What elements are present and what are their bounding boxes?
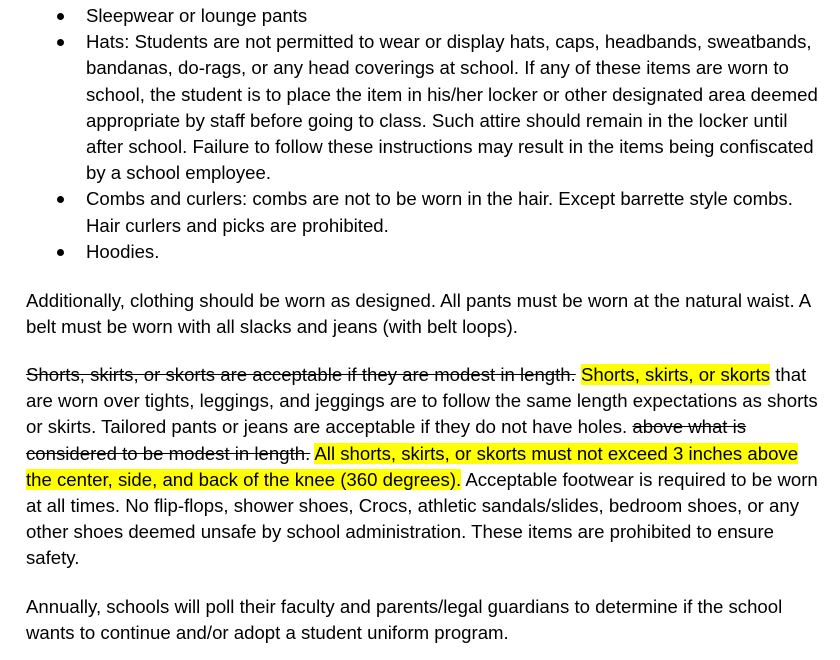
uniform-paragraph: Annually, schools will poll their faculty and parents/legal guardians to determine if the school wants to continue and/or adopt a student uniform program. (26, 596, 783, 644)
highlighted-text: Shorts, skirts, or skorts (580, 364, 771, 385)
list-item (0, 3, 840, 29)
bullet-icon (57, 196, 64, 203)
struck-text: above what is considered to be modest in length. (26, 416, 747, 464)
prohibited-items-list (0, 3, 840, 265)
list-item-text: Sleepwear or lounge pants (86, 5, 308, 26)
bullet-icon (57, 249, 64, 256)
paragraph-text: Acceptable footwear is required to be worn at all times. No flip-flops, shower shoes, Crocs, athletic sandals/slides, bedroom shoes, or any other shoes deemed unsafe by school administration. These items are prohibited to ensure safety. (26, 468, 818, 569)
shorts-paragraph (26, 362, 826, 572)
struck-text: Shorts, skirts, or skorts are acceptable if they are modest in length. (26, 364, 576, 385)
list-item-text: Combs and curlers: combs are not to be worn in the hair. Except barrette style combs. Hair curlers and picks are prohibited. (86, 188, 793, 236)
design-paragraph: Additionally, clothing should be worn as designed. All pants must be worn at the natural waist. A belt must be worn with all slacks and jeans (with belt loops). (26, 290, 811, 338)
highlighted-text: All shorts, skirts, or skorts must not exceed 3 inches above the center, side, and back of the knee (360 degrees). (26, 442, 799, 490)
list-item-text: Hoodies. (86, 240, 160, 262)
list-item-text: Hats: Students are not permitted to wear or display hats, caps, headbands, sweatbands, bandanas, do-rags, or any head coverings at school. If any of these items are worn to school, the student is to place the item in his/her locker or other designated area deemed appropriate by staff before going to class. Such attire should remain in the locker until after school. Failure to follow these instructions may result in the items being confiscated by a school employee. (86, 31, 818, 184)
paragraph-text: that are worn over tights, leggings, and jeggings are to follow the same length expectations as shorts or skirts. Tailored pants or jeans are acceptable if they do not have holes. (26, 364, 818, 438)
list-item (0, 186, 840, 238)
bullet-icon (57, 39, 64, 46)
bullet-icon (57, 13, 64, 20)
list-item (0, 29, 840, 186)
list-item (0, 239, 840, 265)
